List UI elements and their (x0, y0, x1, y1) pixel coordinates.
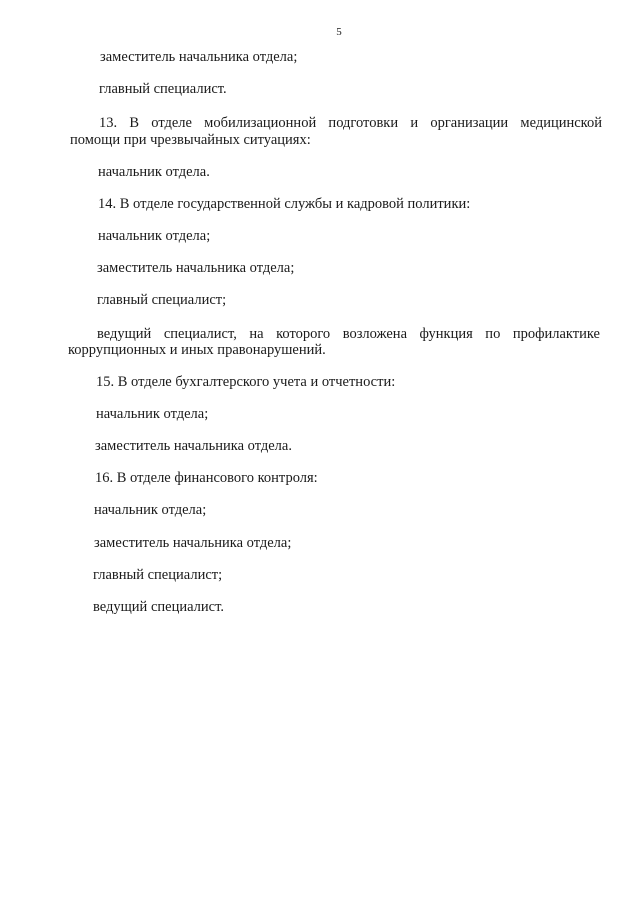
list-item: главный специалист; (93, 567, 223, 583)
list-item: начальник отдела; (96, 406, 209, 422)
list-item: главный специалист. (99, 81, 227, 97)
section-heading-16: 16. В отделе финансового контроля: (95, 470, 318, 486)
page-number: 5 (336, 26, 342, 38)
section-heading-13-continuation: помощи при чрезвычайных ситуациях: (70, 132, 311, 148)
section-heading-15: 15. В отделе бухгалтерского учета и отчетности: (96, 374, 396, 390)
list-item: заместитель начальника отдела. (95, 438, 292, 454)
list-item: начальник отдела; (98, 228, 211, 244)
list-item: начальник отдела; (94, 502, 207, 518)
list-item: начальник отдела. (98, 164, 210, 180)
list-item: главный специалист; (97, 292, 227, 308)
list-item-continuation: коррупционных и иных правонарушений. (68, 342, 326, 358)
section-heading-14: 14. В отделе государственной службы и кадровой политики: (98, 196, 471, 212)
list-item: заместитель начальника отдела; (100, 49, 298, 65)
list-item: заместитель начальника отдела; (94, 535, 292, 551)
list-item: заместитель начальника отдела; (97, 260, 295, 276)
list-item: ведущий специалист, на которого возложена функция по профилактике (97, 326, 600, 342)
list-item: ведущий специалист. (93, 599, 224, 615)
section-heading-13: 13. В отделе мобилизационной подготовки и организации медицинской (99, 115, 602, 131)
